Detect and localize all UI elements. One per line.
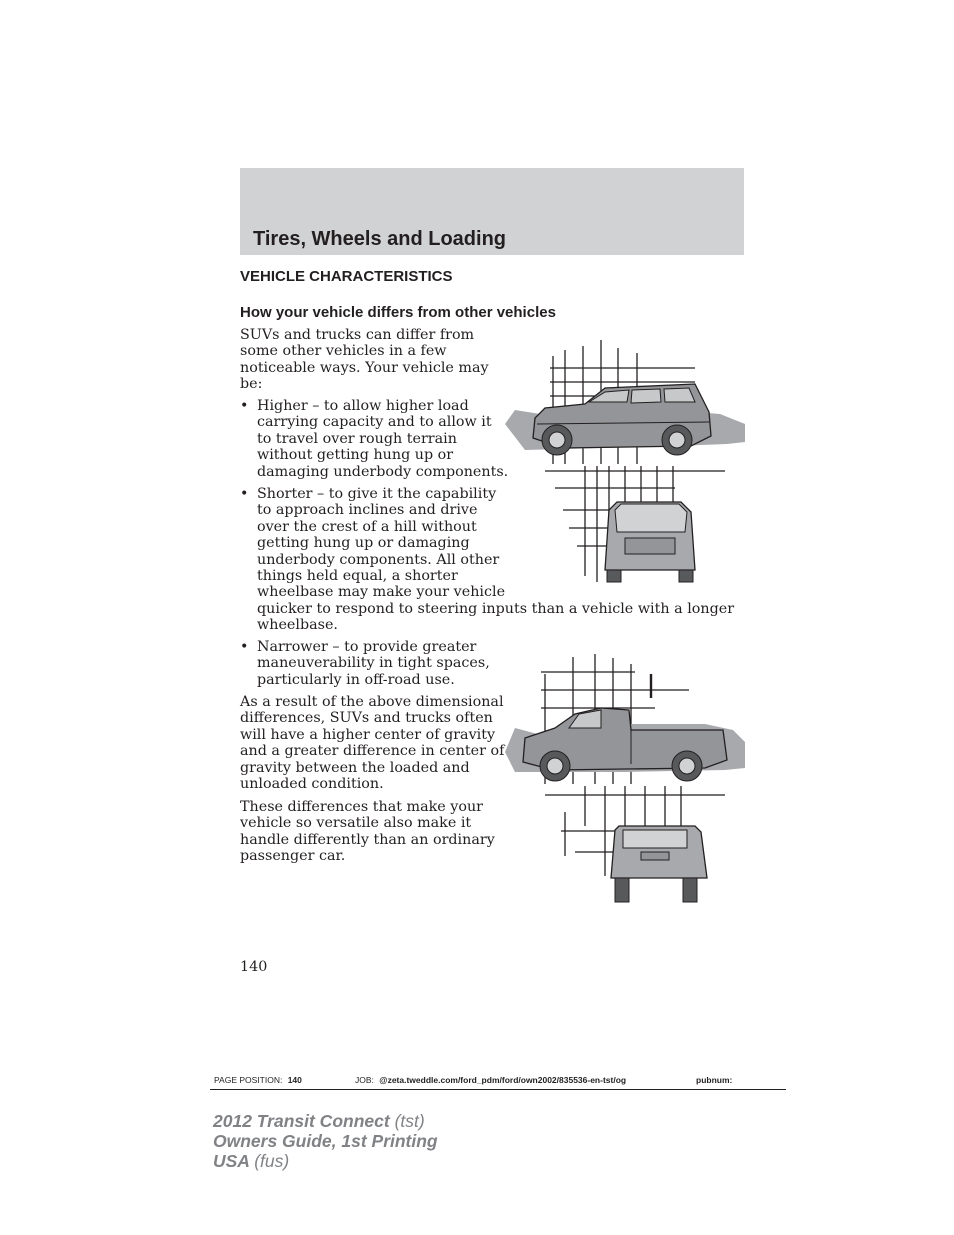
suv-side-illustration — [505, 338, 745, 464]
bullet-shorter: • Shorter – to give it the capability to approach inclines and drive over the crest of a hill without getting hung up or damaging underbody components. All other things held equal, a shorter wheelbase may make your vehicle quicker to respond to steering inputs than a vehicle with a longer wheelbase. — [240, 486, 735, 634]
guide-info: 2012 Transit Connect (tst) Owners Guide, 1st Printing USA (fus) — [213, 1111, 438, 1171]
intro-paragraph: SUVs and trucks can differ from some other vehicles in a few noticeable ways. Your vehicle may be: — [240, 327, 489, 393]
closing-paragraph: These differences that make your vehicle so versatile also make it handle differently than an ordinary passenger car. — [240, 799, 495, 865]
bullet-narrower: • Narrower – to provide greater maneuverability in tight spaces, particularly in off-road use. — [240, 639, 490, 688]
footer-divider — [210, 1089, 786, 1090]
section-title: VEHICLE CHARACTERISTICS — [240, 268, 453, 285]
result-paragraph: As a result of the above dimensional differences, SUVs and trucks often will have a higher center of gravity and a greater difference in center of gravity between the loaded and unloaded condition. — [240, 694, 505, 793]
chapter-title: Tires, Wheels and Loading — [253, 228, 507, 250]
bullet-higher: • Higher – to allow higher load carrying capacity and to allow it to travel over rough terrain without getting hung up or damaging underbody components. — [240, 398, 509, 480]
bullet-marker: • — [240, 398, 249, 414]
bullet-marker: • — [240, 639, 249, 655]
chapter-header — [240, 168, 744, 255]
subsection-title: How your vehicle differs from other vehicles — [240, 304, 556, 321]
page-number: 140 — [240, 959, 268, 975]
bullet-marker: • — [240, 486, 249, 502]
suv-rear-illustration — [545, 466, 727, 584]
footer-metadata: PAGE POSITION: 140 JOB: @zeta.tweddle.com/ford_pdm/ford/own2002/835536-en-tst/og pubnum: — [214, 1075, 733, 1085]
truck-side-illustration — [505, 652, 745, 784]
truck-rear-illustration — [545, 786, 727, 904]
